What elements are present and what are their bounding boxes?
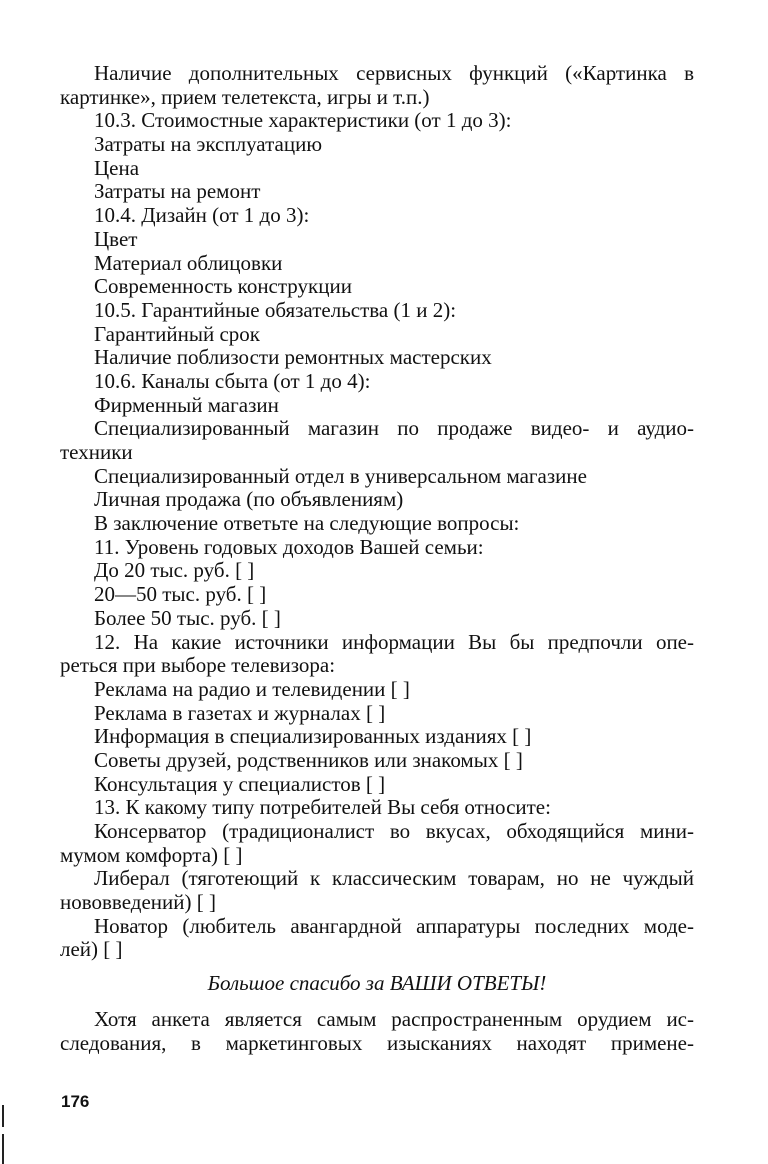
- text-line: В заключение ответьте на следующие вопросы:: [94, 511, 520, 536]
- text-line: 20—50 тыс. руб. [ ]: [94, 582, 267, 607]
- text-line: 10.5. Гарантийные обязательства (1 и 2):: [94, 297, 457, 322]
- text-line: Затраты на эксплуатацию: [94, 132, 323, 157]
- text-line: мумом комфорта) [ ]: [60, 842, 243, 867]
- text-line: Советы друзей, родственников или знакомых [ ]: [94, 747, 523, 772]
- text-line: 13. К какому типу потребителей Вы себя относите:: [94, 795, 551, 820]
- binding-edge-mark: [2, 1134, 4, 1164]
- text-line: Фирменный магазин: [94, 392, 279, 417]
- text-line: техники: [60, 440, 133, 464]
- text-line: Цвет: [94, 226, 138, 251]
- text-line: Специализированный магазин по продаже видео- и аудио-: [94, 416, 694, 441]
- text-line: Цена: [94, 155, 140, 180]
- text-line: нововведений) [ ]: [60, 890, 216, 915]
- text-line: Реклама в газетах и журналах [ ]: [94, 700, 386, 725]
- text-line: Материал облицовки: [94, 250, 283, 275]
- text-line: Личная продажа (по объявлениям): [94, 487, 404, 512]
- binding-edge-mark: [2, 1105, 4, 1127]
- text-line: Реклама на радио и телевидении [ ]: [94, 676, 410, 701]
- page-number: 176: [61, 1092, 90, 1111]
- text-line: 10.4. Дизайн (от 1 до 3):: [94, 203, 310, 228]
- closing-thanks: Большое спасибо за ВАШИ ОТВЕТЫ!: [207, 971, 547, 996]
- text-line: 11. Уровень годовых доходов Вашей семьи:: [94, 534, 484, 559]
- text-line: Новатор (любитель авангардной аппаратуры последних моде-: [94, 913, 694, 938]
- text-line: Современность конструкции: [94, 274, 352, 299]
- text-line: реться при выборе телевизора:: [60, 653, 336, 678]
- text-line: Либерал (тяготеющий к классическим товарам, но не чуждый: [94, 866, 694, 891]
- text-line: 12. На какие источники информации Вы бы предпочли опе-: [94, 629, 694, 654]
- text-line: Специализированный отдел в универсальном магазине: [94, 463, 587, 488]
- text-line: Информация в специализированных изданиях [ ]: [94, 724, 532, 749]
- text-line: Наличие поблизости ремонтных мастерских: [94, 345, 492, 370]
- text-line: 10.6. Каналы сбыта (от 1 до 4):: [94, 368, 371, 393]
- text-line: Консерватор (традиционалист во вкусах, обходящийся мини-: [94, 819, 694, 843]
- text-line: лей) [ ]: [60, 937, 123, 962]
- text-line: До 20 тыс. руб. [ ]: [94, 558, 255, 583]
- text-line: Затраты на ремонт: [94, 179, 261, 204]
- text-line: картинке», прием телетекста, игры и т.п.): [60, 84, 430, 109]
- text-line: Наличие дополнительных сервисных функций («Картинка в: [94, 61, 694, 85]
- text-line: Хотя анкета является самым распространенным орудием ис-: [94, 1007, 694, 1032]
- page-body: [60, 62, 694, 1056]
- text-line: 10.3. Стоимостные характеристики (от 1 до 3):: [94, 108, 512, 133]
- text-line: следования, в маркетинговых изысканиях находят примене-: [60, 1030, 694, 1055]
- text-line: Гарантийный срок: [94, 321, 261, 346]
- text-line: Консультация у специалистов [ ]: [94, 771, 386, 796]
- text-line: Более 50 тыс. руб. [ ]: [94, 605, 281, 630]
